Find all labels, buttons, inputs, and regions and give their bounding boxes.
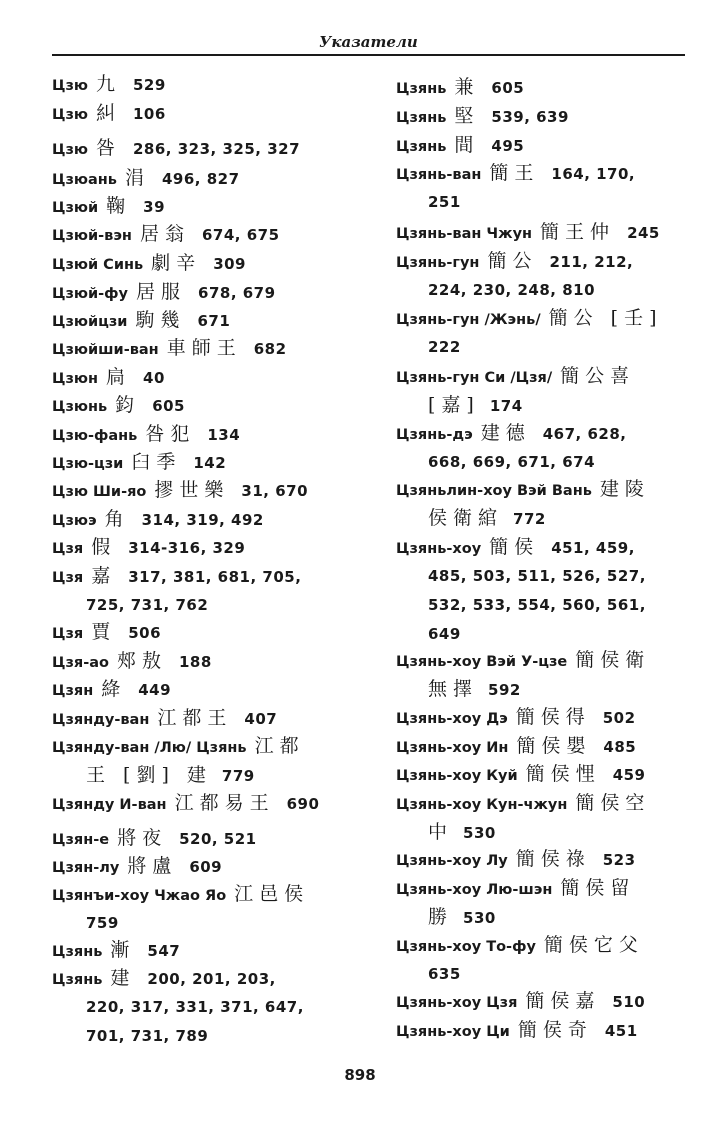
index-entry [52,880,321,910]
entry-continuation [428,620,461,648]
entry-continuation [428,276,595,304]
entry-name: Цзюй [52,200,99,216]
entry-hanzi: 簡公喜 [560,365,636,387]
entry-name: Цзянь-хоу Кун-чжун [396,797,568,813]
entry-name: Цзю-цзи [52,456,124,472]
entry-hanzi: 簡侯嘉 [525,990,601,1012]
entry-pages: 532, 533, 554, 560, 561, [428,596,646,614]
entry-pages: 502 [602,709,636,727]
entry-pages: 495 [491,137,525,155]
index-entry [52,505,264,535]
index-entry [52,852,222,882]
entry-hanzi: 簡王 [489,162,540,184]
entry-pages: 605 [152,397,185,415]
entry-hanzi: 江都王 [157,707,233,729]
entry-hanzi: 勝 [428,906,454,928]
entry-pages: 220, 317, 331, 371, 647, [86,998,304,1016]
entry-pages: 245 [627,224,660,242]
entry-hanzi: 臼季 [131,451,182,473]
entry-hanzi: 江邑侯 [234,883,310,905]
entry-name: Цзянь-хоу Вэй У-цзе [396,654,568,670]
entry-pages: 635 [428,965,461,983]
header-rule [52,54,685,56]
entry-hanzi: 中 [428,821,454,843]
entry-continuation [86,909,119,937]
entry-pages: 309 [213,255,246,273]
entry-pages: 530 [463,824,496,842]
entry-hanzi: 建德 [480,422,531,444]
entry-continuation [428,333,461,361]
entry-hanzi: 江都 [254,735,305,757]
entry-hanzi: 無擇 [428,678,479,700]
page-header [52,30,685,56]
entry-continuation [428,504,546,533]
index-entry [396,247,633,277]
entry-name: Цзянь-хоу [396,541,482,557]
entry-pages: 200, 201, 203, [147,970,276,988]
index-entry [52,448,226,478]
entry-pages: 317, 381, 681, 705, [128,568,302,586]
entry-hanzi: 侯衛綰 [428,507,504,529]
entry-name: Цзянду И-ван [52,797,167,813]
entry-hanzi: 簡王仲 [540,221,616,243]
entry-name: Цзя [52,570,84,586]
entry-hanzi: 簡公 [487,250,538,272]
index-entry [52,789,319,819]
entry-name: Цзюй-вэн [52,228,132,244]
entry-name: Цзянь [396,81,447,97]
entry-continuation [86,993,304,1021]
entry-pages: 251 [428,193,461,211]
entry-name: Цзюн [52,371,98,387]
entry-name: Цзю [52,142,88,158]
entry-name: Цзянь-хоу Лю-шэн [396,882,553,898]
entry-name: Цзянь-хоу То-фу [396,939,536,955]
entry-hanzi: 簡侯祿 [515,848,591,870]
entry-hanzi: 簡侯嬰 [516,735,592,757]
entry-hanzi: 駒幾 [135,309,186,331]
entry-pages: 451, 459, [551,539,635,557]
index-entry [52,732,317,762]
entry-continuation [428,391,523,420]
entry-continuation [428,960,461,988]
entry-hanzi: 堅 [454,105,480,127]
entry-hanzi: 郟敖 [116,650,167,672]
index-entry [52,704,277,734]
entry-hanzi: 簡侯留 [560,877,636,899]
entry-pages: 106 [133,105,166,123]
entry-hanzi: 劇辛 [151,252,202,274]
entry-name: Цзя [52,541,84,557]
section-title: Указатели [319,33,418,51]
entry-hanzi: 鈞 [115,394,141,416]
entry-name: Цзянь-хоу Ци [396,1024,510,1040]
entry-pages: 485 [603,738,637,756]
entry-name: Цзянь-дэ [396,427,473,443]
index-entry [52,533,245,563]
page-number: 898 [344,1066,376,1084]
entry-hanzi: 簡侯得 [515,706,591,728]
entry-pages: 701, 731, 789 [86,1027,209,1045]
index-entry [52,306,230,336]
entry-hanzi: 角 [104,508,130,530]
index-entry [396,874,647,904]
entry-pages: 449 [138,681,172,699]
entry-pages: 530 [463,909,496,927]
entry-hanzi: 簡侯它父 [543,934,644,956]
entry-pages: 164, 170, [551,165,636,183]
entry-pages: 649 [428,625,461,643]
entry-name: Цзю-фань [52,428,138,444]
entry-hanzi: 絳 [101,678,127,700]
entry-pages: 407 [244,710,278,728]
entry-continuation [428,675,521,704]
entry-name: Цзянь-хоу Цзя [396,995,518,1011]
entry-hanzi: 九 [95,73,121,95]
entry-hanzi: 涓 [124,167,150,189]
entry-pages: 520, 521 [179,830,257,848]
entry-hanzi: 王 [劉] 建 [86,764,212,786]
entry-pages: 211, 212, [549,253,634,271]
index-entry [396,475,662,505]
entry-pages: 690 [286,795,320,813]
entry-pages: 314-316, 329 [128,539,246,557]
index-entry [396,533,635,563]
entry-pages: 682 [253,340,287,358]
index-entry [52,70,166,100]
entry-hanzi: 漸 [110,939,136,961]
entry-hanzi: 江都易王 [174,792,275,814]
index-entry [396,732,636,762]
index-entry [396,1016,638,1046]
index-entry [396,102,569,132]
entry-pages: 529 [133,76,166,94]
entry-hanzi: 建陵 [599,478,650,500]
entry-pages: 467, 628, [542,425,627,443]
entry-hanzi: [嘉] [428,394,480,416]
entry-name: Цзян [52,683,94,699]
entry-name: Цзянь-хоу Лу [396,853,508,869]
entry-name: Цзюань [52,172,117,188]
entry-name: Цзянь-гун Си /Цзя/ [396,370,553,386]
entry-name: Цзю [52,78,88,94]
entry-pages: 671 [197,312,231,330]
entry-hanzi: 假 [91,536,117,558]
entry-hanzi: 簡侯空 [575,792,651,814]
entry-hanzi: 摎世樂 [154,479,230,501]
entry-pages: 188 [178,653,212,671]
entry-pages: 485, 503, 511, 526, 527, [428,567,646,585]
entry-hanzi: 間 [454,134,480,156]
entry-name: Цзянь [52,944,103,960]
entry-name: Цзянду-ван [52,712,150,728]
entry-name: Цзянь-хоу Куй [396,768,518,784]
entry-pages: 286, 323, 325, 327 [133,140,301,158]
entry-name: Цзюэ [52,513,97,529]
entry-hanzi: 兼 [454,76,480,98]
index-entry [396,304,675,334]
entry-pages: 142 [193,454,227,472]
index-entry [52,391,185,421]
entry-pages: 759 [86,914,119,932]
index-entry [396,362,647,392]
entry-name: Цзюй Синь [52,257,144,273]
entry-hanzi: 糾 [95,102,121,124]
index-entry [52,647,212,677]
entry-pages: 314, 319, 492 [141,511,264,529]
entry-name: Цзюнь [52,399,108,415]
entry-pages: 31, 670 [241,482,309,500]
entry-hanzi: 建 [110,967,136,989]
index-entry [396,703,636,733]
entry-name: Цзянъи-хоу Чжао Яо [52,888,227,904]
index-entry [52,562,301,592]
index-entry [396,789,662,819]
entry-pages: 459 [612,766,646,784]
index-entry [52,420,240,450]
index-entry [52,476,308,506]
entry-name: Цзян-лу [52,860,120,876]
index-entry [52,618,161,648]
entry-name: Цзя [52,626,84,642]
index-entry [396,987,645,1017]
index-entry [396,131,524,161]
entry-pages: 592 [488,681,521,699]
index-entry [52,334,287,364]
entry-name: Цзя-ао [52,655,109,671]
entry-name: Цзянь-гун [396,255,480,271]
entry-hanzi: 居服 [136,281,187,303]
index-entry [52,824,257,854]
index-entry [52,134,300,164]
entry-pages: 674, 675 [201,226,280,244]
entry-hanzi: 咎 [95,137,121,159]
entry-pages: 40 [143,369,165,387]
index-entry [52,363,165,393]
entry-name: Цзянь-ван Чжун [396,226,533,242]
entry-pages: 224, 230, 248, 810 [428,281,596,299]
entry-continuation [86,761,255,790]
entry-pages: 605 [491,79,525,97]
entry-hanzi: 賈 [91,621,117,643]
index-entry [52,249,246,279]
index-entry [52,164,240,194]
entry-hanzi: 將盧 [127,855,178,877]
entry-hanzi: 簡侯奇 [517,1019,593,1041]
entry-pages: 496, 827 [161,170,240,188]
entry-pages: 779 [221,767,255,785]
entry-name: Цзюй-фу [52,286,128,302]
entry-hanzi: 簡侯悝 [525,763,601,785]
index-entry [52,192,165,222]
entry-pages: 510 [612,993,646,1011]
entry-continuation [428,591,646,619]
entry-pages: 668, 669, 671, 674 [428,453,596,471]
entry-name: Цзю Ши-яо [52,484,147,500]
index-entry [396,419,626,449]
entry-name: Цзю [52,107,88,123]
entry-name: Цзянь-хоу Дэ [396,711,508,727]
index-entry [396,931,656,961]
entry-hanzi: 車師王 [166,337,242,359]
index-entry [52,99,166,129]
entry-continuation [428,188,461,216]
entry-name: Цзюйши-ван [52,342,159,358]
index-entry [52,964,276,994]
entry-name: Цзянь-ван [396,167,482,183]
index-entry [52,675,171,705]
index-entry [396,73,524,103]
entry-hanzi: 鞠 [106,195,132,217]
entry-pages: 678, 679 [198,284,276,302]
entry-name: Цзюйцзи [52,314,128,330]
entry-pages: 539, 639 [491,108,569,126]
entry-pages: 725, 731, 762 [86,596,209,614]
entry-pages: 39 [143,198,166,216]
entry-hanzi: 居翁 [139,223,190,245]
entry-pages: 609 [189,858,223,876]
entry-hanzi: 簡侯衛 [575,649,651,671]
entry-pages: 506 [128,624,162,642]
entry-name: Цзянь [396,110,447,126]
index-entry [396,845,636,875]
entry-hanzi: 嘉 [91,565,117,587]
entry-continuation [428,903,496,932]
entry-pages: 222 [428,338,461,356]
entry-name: Цзяньлин-хоу Вэй Вань [396,483,592,499]
index-entry [396,646,662,676]
entry-continuation [428,562,646,590]
entry-name: Цзянду-ван /Лю/ Цзянь [52,740,247,756]
entry-name: Цзян-е [52,832,110,848]
index-entry [396,159,635,189]
entry-hanzi: 扃 [106,366,132,388]
index-entry [396,760,646,790]
index-entry [396,218,660,248]
entry-continuation [428,818,496,847]
entry-name: Цзянь [396,139,447,155]
entry-hanzi: 簡公 [壬] [548,307,663,329]
entry-name: Цзянь-хоу Ин [396,740,509,756]
entry-name: Цзянь [52,972,103,988]
entry-hanzi: 將夜 [117,827,168,849]
index-entry [52,278,276,308]
entry-pages: 451 [604,1022,638,1040]
entry-hanzi: 簡侯 [489,536,540,558]
entry-continuation [86,591,208,619]
entry-continuation [86,1022,208,1050]
entry-pages: 174 [489,397,523,415]
entry-pages: 772 [513,510,546,528]
entry-pages: 523 [602,851,636,869]
entry-name: Цзянь-гун /Жэнь/ [396,312,541,328]
index-entry [52,220,280,250]
entry-pages: 547 [147,942,181,960]
index-entry [52,936,180,966]
entry-pages: 134 [207,426,241,444]
entry-continuation [428,448,595,476]
entry-hanzi: 咎犯 [145,423,196,445]
